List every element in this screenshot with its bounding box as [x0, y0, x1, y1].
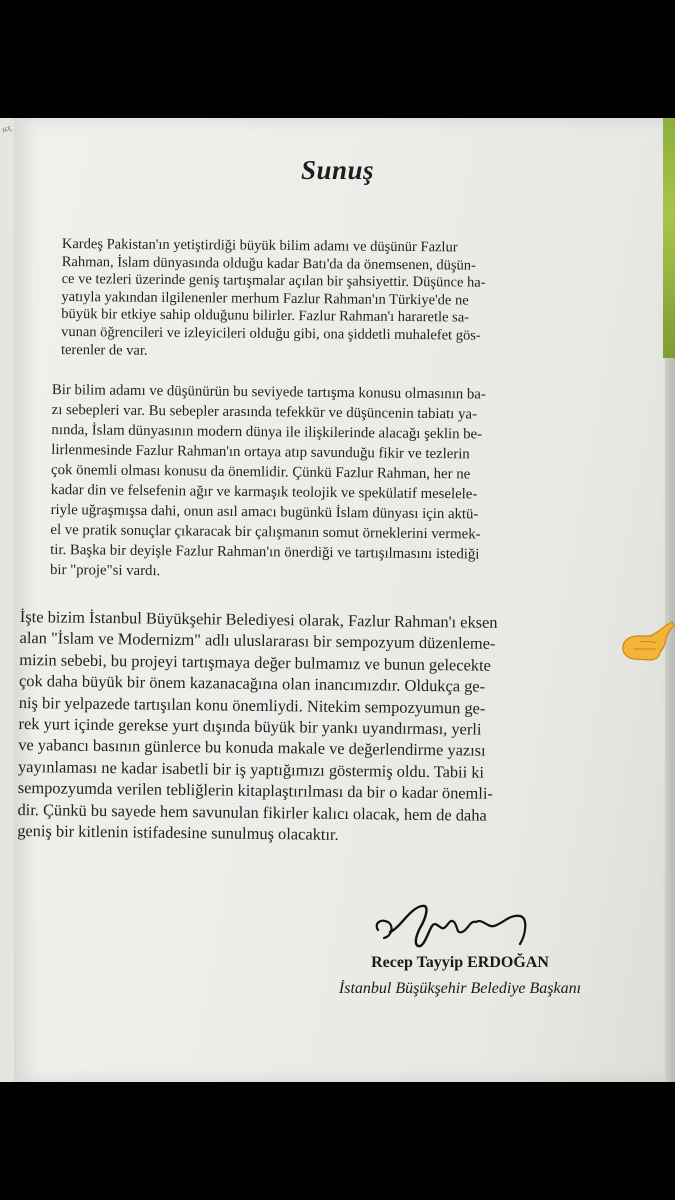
paragraph-line: Kardeş Pakistan'ın yetiştirdiği büyük bilim adamı ve düşünür Fazlur [61, 236, 458, 256]
paragraph-line: İşte bizim İstanbul Büyükşehir Belediyesi olarak, Fazlur Rahman'ı eksen [19, 606, 498, 632]
signer-name: Recep Tayyip ERDOĞAN [371, 954, 549, 971]
paragraph-line: Bir bilim adamı ve düşünürün bu seviyede tartışma konusu olmasının ba- [51, 381, 486, 403]
paragraph-line: lirlenmesinde Fazlur Rahman'ın ortaya atıp savunduğu fikir ve tezlerin [51, 441, 470, 463]
paragraph-line: nında, İslam dünyasının modern dünya ile ilişkilerinde alacağı şeklin be- [51, 421, 483, 443]
paragraph-line: alan "İslam ve Modernizm" adlı uluslararası bir sempozyum düzenleme- [19, 628, 496, 654]
page-title: Sunuş [300, 155, 375, 185]
pointing-hand-emoji-icon [620, 616, 675, 666]
facing-page-edge [0, 118, 15, 1082]
paragraph-line: dir. Çünkü bu sayede hem savunulan fikirler kalıcı olacak, hem de daha [17, 799, 487, 825]
paragraph-line: zı sebepleri var. Bu sebepler arasında tefekkür ve düşüncenin tabiatı ya- [51, 401, 477, 423]
paragraph-line: kadar din ve felsefenin ağır ve karmaşık teolojik ve spekülatif meselele- [50, 481, 478, 503]
paragraph-line: çok önemli olması konusu da önemlidir. Çünkü Fazlur Rahman, her ne [50, 461, 471, 483]
signer-title: İstanbul Büşükşehir Belediye Başkanı [338, 980, 582, 997]
paragraph-line: büyük bir etkiye sahip olduğunu bilirler. Fazlur Rahman'ı hararetle sa- [61, 306, 470, 326]
paragraph-2 [50, 380, 617, 586]
paragraph-line: çok daha büyük bir önem kazanacağına olan inancımızdır. Oldukça ge- [18, 671, 486, 696]
paragraph-line: sempozyumda verilen tebliğlerin kitaplaştırılması da bir o kadar önemli- [17, 778, 494, 804]
paragraph-3 [17, 606, 630, 849]
paragraph-line: vunan öğrencileri ve izleyicileri olduğu gibi, ona şiddetli muhalefet gös- [61, 323, 481, 344]
page-right-shadow [665, 358, 675, 1082]
page-edge-mark: ıcç [0, 122, 13, 135]
paragraph-line: niş bir yelpazede tartışılan konu önemliydi. Nitekim sempozyumun ge- [18, 692, 486, 718]
paragraph-line: rek yurt içinde gerekse yurt dışında büyük bir yankı uyandırması, yerli [18, 714, 482, 739]
handwritten-signature [370, 888, 540, 958]
paragraph-line: yayınlaması ne kadar isabetli bir iş yaptığımızı göstermiş oldu. Tabii ki [17, 756, 485, 782]
paragraph-line: el ve pratik sonuçlar çıkaracak bir çalışmanın somut örneklerini vermek- [50, 521, 481, 543]
paragraph-line: ve yabancı basının günlerce bu konuda makale ve değerlendirme yazısı [18, 735, 486, 761]
book-page-photo [0, 118, 675, 1082]
paragraph-line: geniş bir kitlenin istifadesine sunulmuş olacaktır. [17, 821, 339, 844]
paragraph-line: mizin sebebi, bu projeyi tartışmaya değer bulmamız ve bunun gelecekte [19, 649, 491, 675]
paragraph-1 [61, 236, 612, 364]
paragraph-line: Rahman, İslam dünyasında olduğu kadar Batı'da da önemsenen, düşün- [61, 253, 476, 274]
paragraph-line: terenler de var. [60, 341, 148, 359]
paragraph-line: ce ve tezleri üzerinde geniş tartışmalar açılan bir şahsiyettir. Düşünce ha- [61, 271, 486, 291]
paragraph-line: yatıyla yakından ilgilenenler merhum Fazlur Rahman'ın Türkiye'de ne [61, 288, 469, 309]
background-green-strip [663, 118, 675, 358]
paragraph-line: tir. Başka bir deyişle Fazlur Rahman'ın önerdiği ve tartışılmasını istediği [50, 541, 480, 563]
paragraph-line: riyle uğraşmışsa dahi, onun asıl amacı bugünkü İslam dünyası için aktü- [50, 501, 479, 523]
paragraph-line: bir "proje"si vardı. [49, 561, 161, 580]
